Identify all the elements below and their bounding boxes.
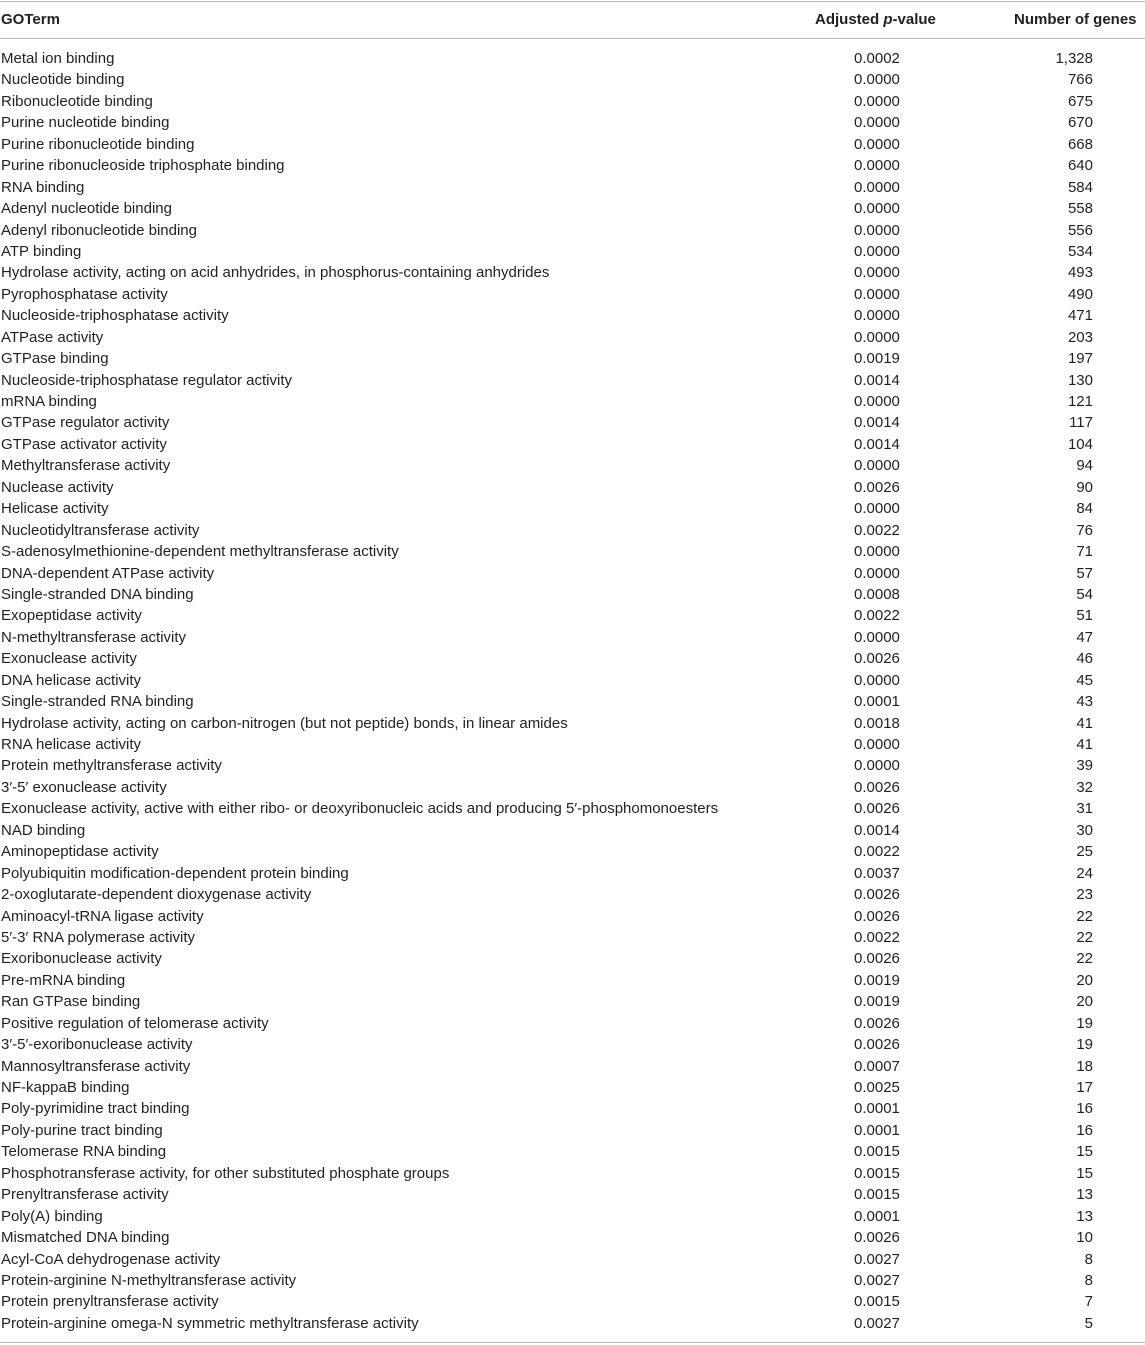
number-of-genes-cell: 71 (1076, 543, 1093, 561)
goterm-cell: Protein-arginine N-methyltransferase activity (1, 1271, 297, 1289)
number-of-genes-cell: 57 (1076, 564, 1093, 582)
table-row (0, 798, 1145, 819)
adjusted-pvalue-cell: 0.0000 (854, 92, 900, 110)
goterm-cell: Single-stranded RNA binding (1, 693, 194, 711)
number-of-genes-cell: 39 (1076, 757, 1093, 775)
adjusted-pvalue-cell: 0.0000 (854, 178, 900, 196)
number-of-genes-cell: 16 (1076, 1121, 1093, 1139)
table-row (0, 863, 1145, 884)
adjusted-pvalue-cell: 0.0018 (854, 714, 900, 732)
table-row (0, 884, 1145, 905)
table-row (0, 1270, 1145, 1291)
goterm-cell: Hydrolase activity, acting on acid anhydrides, in phosphorus-containing anhydrides (1, 264, 550, 282)
adjusted-pvalue-cell: 0.0000 (854, 114, 900, 132)
table-row (0, 734, 1145, 755)
table-row (0, 777, 1145, 798)
adjusted-pvalue-cell: 0.0022 (854, 607, 900, 625)
table-row (0, 1206, 1145, 1227)
table-row (0, 1013, 1145, 1034)
adjusted-pvalue-cell: 0.0026 (854, 907, 900, 925)
table-row (0, 563, 1145, 584)
adjusted-pvalue-cell: 0.0000 (854, 307, 900, 325)
adjusted-pvalue-cell: 0.0000 (854, 221, 900, 239)
header-pvalue-italic-p: p (883, 11, 893, 28)
number-of-genes-cell: 24 (1076, 864, 1093, 882)
adjusted-pvalue-cell: 0.0000 (854, 71, 900, 89)
goterm-cell: S-adenosylmethionine-dependent methyltransferase activity (1, 543, 399, 561)
table-row (0, 520, 1145, 541)
goterm-cell: Pyrophosphatase activity (1, 285, 168, 303)
number-of-genes-cell: 46 (1076, 650, 1093, 668)
table-row (0, 713, 1145, 734)
table-row (0, 112, 1145, 133)
number-of-genes-cell: 19 (1076, 1014, 1093, 1032)
table-row (0, 155, 1145, 176)
goterm-cell: Ran GTPase binding (1, 993, 141, 1011)
number-of-genes-cell: 18 (1076, 1057, 1093, 1075)
table-row (0, 134, 1145, 155)
number-of-genes-cell: 41 (1076, 714, 1093, 732)
adjusted-pvalue-cell: 0.0014 (854, 414, 900, 432)
goterm-cell: Poly(A) binding (1, 1207, 103, 1225)
adjusted-pvalue-cell: 0.0019 (854, 993, 900, 1011)
table-row (0, 69, 1145, 90)
goterm-cell: Nucleotide binding (1, 71, 125, 89)
goterm-cell: Mismatched DNA binding (1, 1229, 170, 1247)
number-of-genes-cell: 16 (1076, 1100, 1093, 1118)
number-of-genes-cell: 90 (1076, 478, 1093, 496)
goterm-cell: N-methyltransferase activity (1, 628, 187, 646)
adjusted-pvalue-cell: 0.0000 (854, 564, 900, 582)
table-row (0, 1313, 1145, 1334)
goterm-cell: Exoribonuclease activity (1, 950, 162, 968)
adjusted-pvalue-cell: 0.0000 (854, 393, 900, 410)
number-of-genes-cell: 121 (1067, 393, 1093, 410)
table-row (0, 1077, 1145, 1098)
number-of-genes-cell: 493 (1067, 264, 1093, 282)
goterm-cell: Protein prenyltransferase activity (1, 1293, 219, 1311)
table-row (0, 455, 1145, 476)
goterm-cell: GTPase regulator activity (1, 414, 170, 432)
table-row (0, 262, 1145, 283)
number-of-genes-cell: 5 (1084, 1314, 1093, 1332)
table-bottom-rule (0, 1342, 1145, 1343)
goterm-cell: Adenyl ribonucleotide binding (1, 221, 197, 239)
number-of-genes-cell: 94 (1076, 457, 1093, 475)
adjusted-pvalue-cell: 0.0000 (854, 457, 900, 475)
goterm-cell: ATP binding (1, 242, 82, 260)
adjusted-pvalue-cell: 0.0002 (854, 50, 900, 67)
goterm-cell: RNA helicase activity (1, 736, 142, 753)
adjusted-pvalue-cell: 0.0026 (854, 800, 900, 818)
number-of-genes-cell: 19 (1076, 1036, 1093, 1054)
table-row (0, 370, 1145, 391)
number-of-genes-cell: 104 (1067, 435, 1093, 453)
goterm-cell: Ribonucleotide binding (1, 92, 153, 110)
adjusted-pvalue-cell: 0.0000 (854, 135, 900, 153)
number-of-genes-cell: 640 (1067, 157, 1093, 175)
goterm-cell: Adenyl nucleotide binding (1, 200, 172, 218)
header-pvalue-suffix: -value (892, 11, 936, 28)
adjusted-pvalue-cell: 0.0026 (854, 1229, 900, 1247)
adjusted-pvalue-cell: 0.0037 (854, 864, 900, 882)
table-row (0, 48, 1145, 69)
table-row (0, 305, 1145, 326)
table-row (0, 1141, 1145, 1162)
table-row (0, 348, 1145, 369)
table-row (0, 477, 1145, 498)
number-of-genes-cell: 20 (1076, 993, 1093, 1011)
table-row (0, 927, 1145, 948)
table-row (0, 198, 1145, 219)
adjusted-pvalue-cell: 0.0022 (854, 843, 900, 861)
table-row (0, 841, 1145, 862)
goterm-cell: RNA binding (1, 178, 85, 196)
number-of-genes-cell: 41 (1076, 736, 1093, 753)
number-of-genes-cell: 7 (1084, 1293, 1093, 1311)
number-of-genes-cell: 534 (1067, 242, 1093, 260)
goterm-cell: mRNA binding (1, 393, 97, 410)
table-row (0, 948, 1145, 969)
header-adjusted-pvalue (815, 11, 936, 28)
adjusted-pvalue-cell: 0.0000 (854, 736, 900, 753)
adjusted-pvalue-cell: 0.0025 (854, 1079, 900, 1096)
adjusted-pvalue-cell: 0.0026 (854, 478, 900, 496)
goterm-cell: 5′-3′ RNA polymerase activity (1, 928, 196, 946)
table-row (0, 220, 1145, 241)
table-row (0, 755, 1145, 776)
number-of-genes-cell: 670 (1067, 114, 1093, 132)
adjusted-pvalue-cell: 0.0001 (854, 693, 900, 711)
adjusted-pvalue-cell: 0.0001 (854, 1207, 900, 1225)
adjusted-pvalue-cell: 0.0027 (854, 1250, 900, 1268)
number-of-genes-cell: 30 (1076, 821, 1093, 839)
goterm-cell: Purine ribonucleoside triphosphate binding (1, 157, 285, 175)
table-header-rule (0, 38, 1145, 39)
adjusted-pvalue-cell: 0.0014 (854, 435, 900, 453)
adjusted-pvalue-cell: 0.0000 (854, 200, 900, 218)
adjusted-pvalue-cell: 0.0000 (854, 543, 900, 561)
adjusted-pvalue-cell: 0.0022 (854, 521, 900, 539)
goterm-cell: Nucleoside-triphosphatase activity (1, 307, 229, 325)
adjusted-pvalue-cell: 0.0026 (854, 950, 900, 968)
number-of-genes-cell: 17 (1076, 1079, 1093, 1096)
number-of-genes-cell: 32 (1076, 778, 1093, 796)
table-row (0, 327, 1145, 348)
table-row (0, 648, 1145, 669)
header-pvalue-prefix: Adjusted (815, 11, 884, 28)
number-of-genes-cell: 10 (1076, 1229, 1093, 1247)
number-of-genes-cell: 584 (1067, 178, 1093, 196)
number-of-genes-cell: 43 (1076, 693, 1093, 711)
table-row (0, 412, 1145, 433)
goterm-cell: Phosphotransferase activity, for other substituted phosphate groups (1, 1164, 450, 1182)
number-of-genes-cell: 31 (1076, 800, 1093, 818)
goterm-cell: Poly-purine tract binding (1, 1121, 163, 1139)
number-of-genes-cell: 22 (1076, 928, 1093, 946)
table-row (0, 670, 1145, 691)
table-row (0, 627, 1145, 648)
number-of-genes-cell: 15 (1076, 1143, 1093, 1161)
adjusted-pvalue-cell: 0.0000 (854, 285, 900, 303)
table-row (0, 391, 1145, 412)
adjusted-pvalue-cell: 0.0019 (854, 971, 900, 989)
goterm-cell: Exopeptidase activity (1, 607, 142, 625)
table-row (0, 1120, 1145, 1141)
goterm-cell: Protein-arginine omega-N symmetric methyltransferase activity (1, 1314, 419, 1332)
adjusted-pvalue-cell: 0.0001 (854, 1100, 900, 1118)
number-of-genes-cell: 130 (1067, 371, 1093, 389)
header-goterm: GOTerm (1, 11, 60, 28)
goterm-cell: Telomerase RNA binding (1, 1143, 167, 1161)
adjusted-pvalue-cell: 0.0015 (854, 1143, 900, 1161)
goterm-cell: ATPase activity (1, 328, 104, 346)
number-of-genes-cell: 13 (1076, 1186, 1093, 1204)
number-of-genes-cell: 20 (1076, 971, 1093, 989)
adjusted-pvalue-cell: 0.0026 (854, 1036, 900, 1054)
adjusted-pvalue-cell: 0.0008 (854, 585, 900, 603)
adjusted-pvalue-cell: 0.0000 (854, 671, 900, 689)
adjusted-pvalue-cell: 0.0026 (854, 650, 900, 668)
goterm-cell: 2-oxoglutarate-dependent dioxygenase activity (1, 886, 312, 904)
goterm-cell: 3′-5′-exoribonuclease activity (1, 1036, 193, 1054)
goterm-cell: Poly-pyrimidine tract binding (1, 1100, 190, 1118)
number-of-genes-cell: 22 (1076, 907, 1093, 925)
table-row (0, 584, 1145, 605)
table-row (0, 177, 1145, 198)
number-of-genes-cell: 556 (1067, 221, 1093, 239)
goterm-cell: Purine nucleotide binding (1, 114, 170, 132)
goterm-cell: 3′-5′ exonuclease activity (1, 778, 167, 796)
adjusted-pvalue-cell: 0.0000 (854, 757, 900, 775)
adjusted-pvalue-cell: 0.0027 (854, 1314, 900, 1332)
goterm-cell: NF-kappaB binding (1, 1079, 130, 1096)
table-row (0, 241, 1145, 262)
adjusted-pvalue-cell: 0.0026 (854, 1014, 900, 1032)
number-of-genes-cell: 766 (1067, 71, 1093, 89)
number-of-genes-cell: 51 (1076, 607, 1093, 625)
number-of-genes-cell: 54 (1076, 585, 1093, 603)
number-of-genes-cell: 45 (1076, 671, 1093, 689)
table-header-row (0, 0, 1145, 38)
goterm-cell: GTPase binding (1, 350, 109, 368)
goterm-cell: Hydrolase activity, acting on carbon-nitrogen (but not peptide) bonds, in linear amides (1, 714, 568, 732)
goterm-cell: Helicase activity (1, 500, 109, 518)
number-of-genes-cell: 25 (1076, 843, 1093, 861)
number-of-genes-cell: 22 (1076, 950, 1093, 968)
goterm-cell: GTPase activator activity (1, 435, 167, 453)
number-of-genes-cell: 23 (1076, 886, 1093, 904)
goterm-cell: DNA helicase activity (1, 671, 142, 689)
table-row (0, 1184, 1145, 1205)
number-of-genes-cell: 490 (1067, 285, 1093, 303)
goterm-cell: Exonuclease activity (1, 650, 137, 668)
goterm-cell: Single-stranded DNA binding (1, 585, 194, 603)
adjusted-pvalue-cell: 0.0007 (854, 1057, 900, 1075)
goterm-cell: Prenyltransferase activity (1, 1186, 169, 1204)
table-row (0, 284, 1145, 305)
number-of-genes-cell: 203 (1067, 328, 1093, 346)
number-of-genes-cell: 668 (1067, 135, 1093, 153)
adjusted-pvalue-cell: 0.0015 (854, 1293, 900, 1311)
number-of-genes-cell: 76 (1076, 521, 1093, 539)
table-row (0, 1163, 1145, 1184)
number-of-genes-cell: 117 (1069, 414, 1093, 432)
goterm-cell: Protein methyltransferase activity (1, 757, 222, 775)
number-of-genes-cell: 1,328 (1055, 50, 1093, 67)
adjusted-pvalue-cell: 0.0022 (854, 928, 900, 946)
goterm-cell: Pre-mRNA binding (1, 971, 126, 989)
adjusted-pvalue-cell: 0.0000 (854, 628, 900, 646)
number-of-genes-cell: 675 (1067, 92, 1093, 110)
table-row (0, 541, 1145, 562)
goterm-cell: Aminopeptidase activity (1, 843, 159, 861)
goterm-cell: Nucleotidyltransferase activity (1, 521, 200, 539)
goterm-cell: Metal ion binding (1, 50, 115, 67)
adjusted-pvalue-cell: 0.0027 (854, 1271, 900, 1289)
table-row (0, 1034, 1145, 1055)
goterm-cell: Polyubiquitin modification-dependent protein binding (1, 864, 349, 882)
goterm-cell: Nucleoside-triphosphatase regulator activity (1, 371, 292, 389)
adjusted-pvalue-cell: 0.0014 (854, 821, 900, 839)
goterm-cell: Purine ribonucleotide binding (1, 135, 195, 153)
goterm-cell: Methyltransferase activity (1, 457, 171, 475)
number-of-genes-cell: 8 (1084, 1250, 1093, 1268)
goterm-cell: Aminoacyl-tRNA ligase activity (1, 907, 204, 925)
table-row (0, 434, 1145, 455)
goterm-cell: Exonuclease activity, active with either ribo- or deoxyribonucleic acids and producing 5′-phosphomonoesters (1, 800, 719, 818)
adjusted-pvalue-cell: 0.0000 (854, 264, 900, 282)
table-row (0, 1227, 1145, 1248)
adjusted-pvalue-cell: 0.0015 (854, 1186, 900, 1204)
table-row (0, 498, 1145, 519)
number-of-genes-cell: 558 (1067, 200, 1093, 218)
goterm-cell: NAD binding (1, 821, 86, 839)
number-of-genes-cell: 84 (1076, 500, 1093, 518)
table-row (0, 1098, 1145, 1119)
number-of-genes-cell: 471 (1067, 307, 1093, 325)
table-row (0, 1056, 1145, 1077)
goterm-cell: Mannosyltransferase activity (1, 1057, 191, 1075)
goterm-cell: Positive regulation of telomerase activity (1, 1014, 269, 1032)
number-of-genes-cell: 47 (1076, 628, 1093, 646)
table-row (0, 605, 1145, 626)
header-number-of-genes: Number of genes (1014, 11, 1137, 28)
adjusted-pvalue-cell: 0.0000 (854, 500, 900, 518)
goterm-cell: Acyl-CoA dehydrogenase activity (1, 1250, 221, 1268)
adjusted-pvalue-cell: 0.0001 (854, 1121, 900, 1139)
table-row (0, 1291, 1145, 1312)
table-row (0, 970, 1145, 991)
number-of-genes-cell: 197 (1067, 350, 1093, 368)
table-row (0, 91, 1145, 112)
number-of-genes-cell: 13 (1076, 1207, 1093, 1225)
goterm-cell: DNA-dependent ATPase activity (1, 564, 215, 582)
number-of-genes-cell: 8 (1084, 1271, 1093, 1289)
table-row (0, 820, 1145, 841)
adjusted-pvalue-cell: 0.0014 (854, 371, 900, 389)
adjusted-pvalue-cell: 0.0015 (854, 1164, 900, 1182)
number-of-genes-cell: 15 (1076, 1164, 1093, 1182)
adjusted-pvalue-cell: 0.0000 (854, 157, 900, 175)
goterm-cell: Nuclease activity (1, 478, 114, 496)
adjusted-pvalue-cell: 0.0026 (854, 778, 900, 796)
table-row (0, 1249, 1145, 1270)
adjusted-pvalue-cell: 0.0000 (854, 242, 900, 260)
adjusted-pvalue-cell: 0.0019 (854, 350, 900, 368)
adjusted-pvalue-cell: 0.0026 (854, 886, 900, 904)
table-body (0, 48, 1145, 1334)
table-row (0, 691, 1145, 712)
adjusted-pvalue-cell: 0.0000 (854, 328, 900, 346)
table-row (0, 906, 1145, 927)
table-row (0, 991, 1145, 1012)
